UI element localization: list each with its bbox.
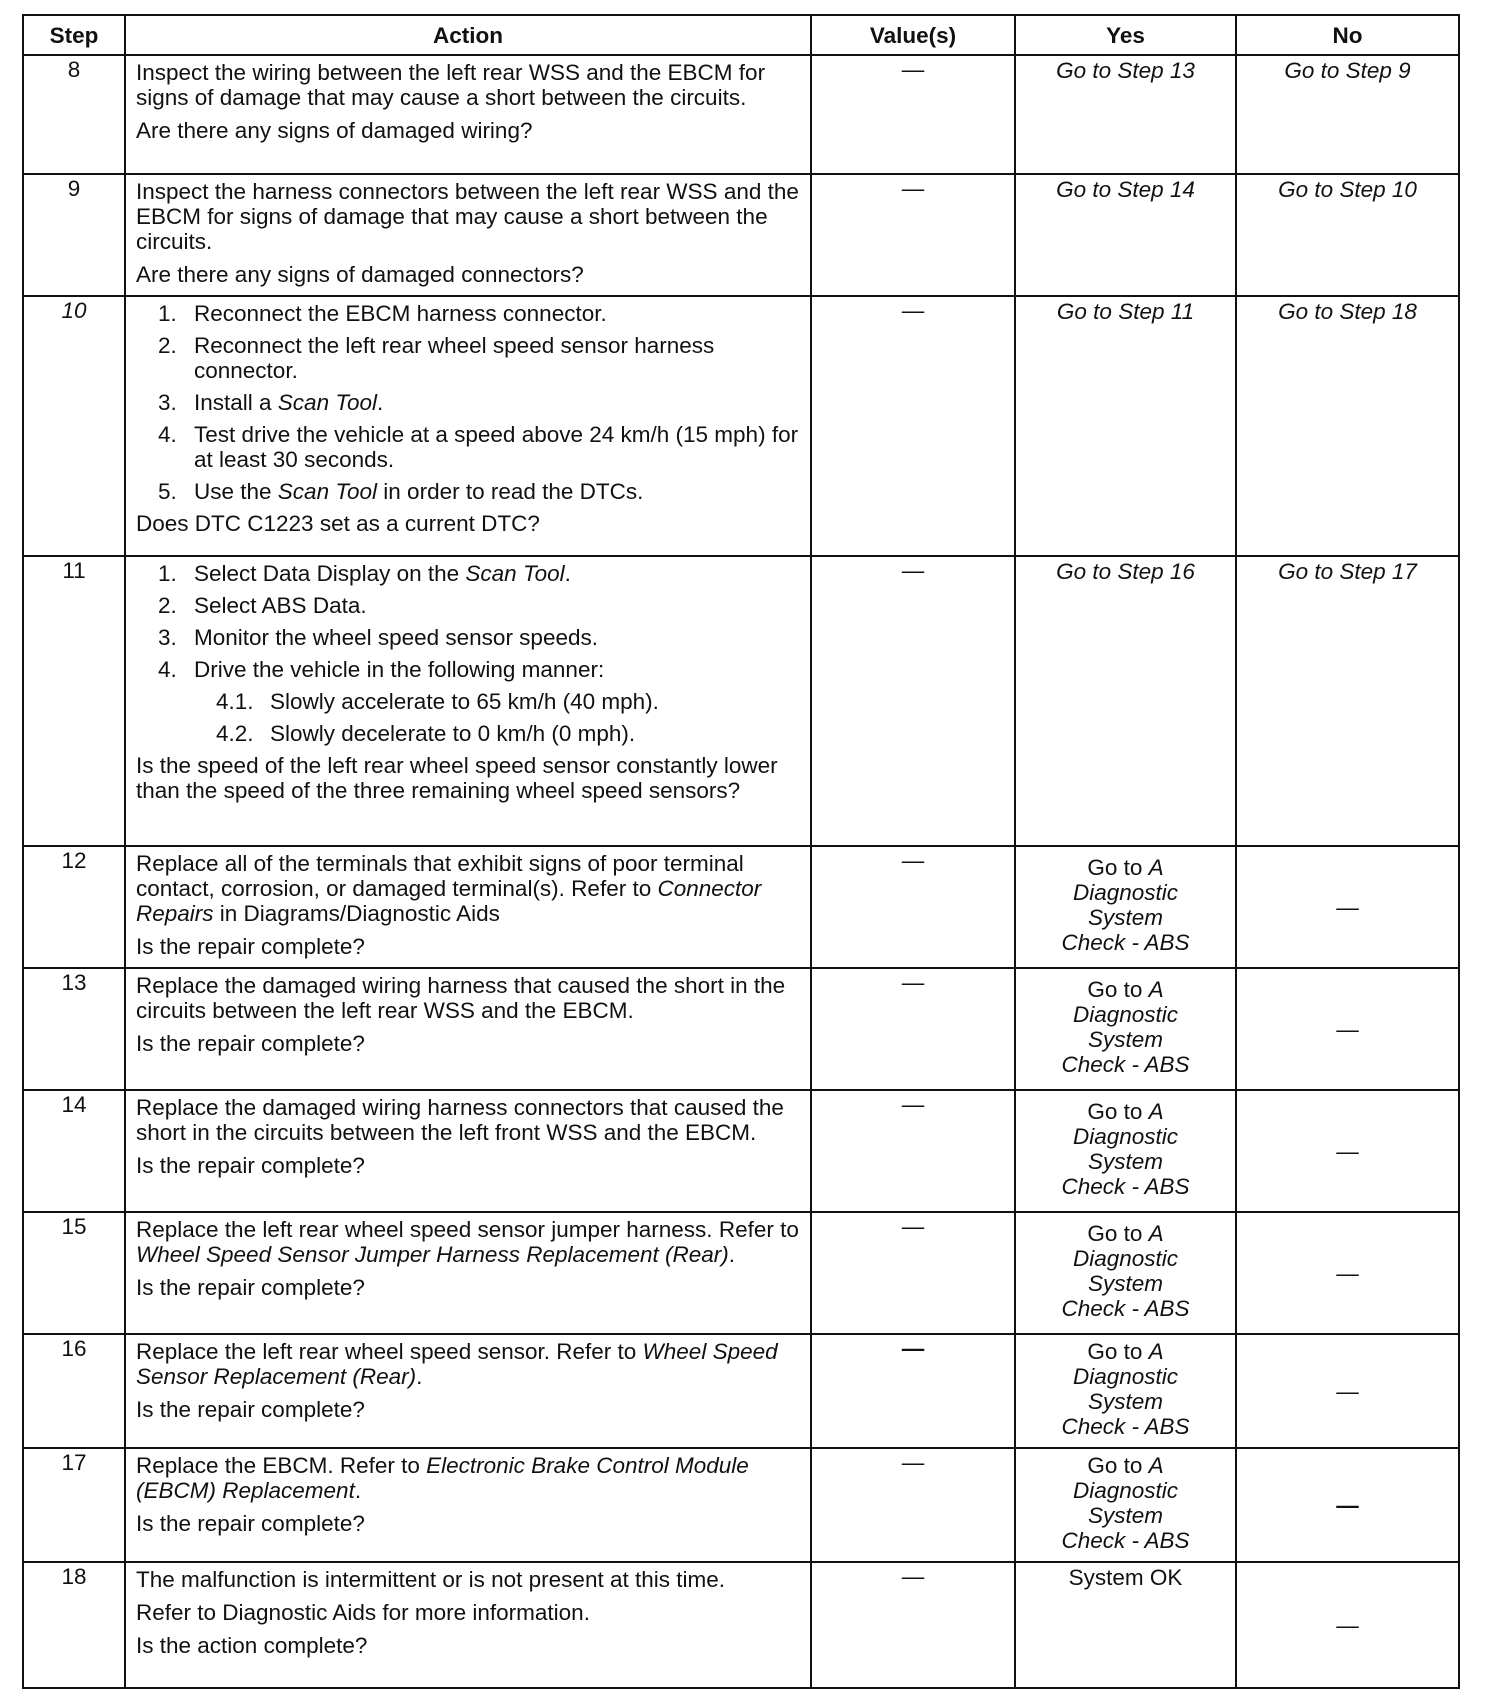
list-text: Reconnect the left rear wheel speed sensor harness connector. <box>194 333 715 383</box>
yes-a: A <box>1148 1339 1164 1364</box>
table-row <box>23 1562 1459 1688</box>
value-cell: — <box>811 174 1015 296</box>
diagnostic-table <box>22 14 1460 1689</box>
action-text-post: in Diagrams/Diagnostic Aids <box>213 901 500 926</box>
action-text <box>136 851 802 926</box>
yes-cell: Go to Step 14 <box>1015 174 1236 296</box>
action-text <box>136 1217 802 1267</box>
yes-go-to: Go to <box>1087 1339 1143 1364</box>
action-cell <box>125 1090 811 1212</box>
list-text: Slowly accelerate to 65 km/h (40 mph). <box>270 689 659 714</box>
value-cell: — <box>811 1334 1015 1448</box>
action-question: Is the repair complete? <box>136 1275 365 1300</box>
list-item <box>136 561 802 586</box>
table-row <box>23 556 1459 846</box>
table-header-row <box>23 15 1459 55</box>
yes-diagnostic: Diagnostic <box>1072 1002 1179 1027</box>
action-question: Is the repair complete? <box>136 1031 365 1056</box>
action-question: Is the repair complete? <box>136 1397 365 1422</box>
yes-cell <box>1015 1448 1236 1562</box>
list-text: Slowly decelerate to 0 km/h (0 mph). <box>270 721 636 746</box>
list-number: 4.2. <box>216 721 254 746</box>
list-text-post: in order to read the DTCs. <box>377 479 644 504</box>
action-text-2: Refer to Diagnostic Aids for more information. <box>136 1600 590 1625</box>
action-cell <box>125 1562 811 1688</box>
no-cell: — <box>1236 846 1459 968</box>
action-text-pre: Replace all of the terminals that exhibit signs of poor terminal contact, corrosion, or damaged terminal(s). Refer to <box>136 851 744 901</box>
step-number: 10 <box>23 296 125 556</box>
no-cell: Go to Step 9 <box>1236 55 1459 174</box>
yes-line <box>1020 1221 1231 1246</box>
list-item <box>136 479 802 504</box>
value-cell: — <box>811 1448 1015 1562</box>
action-text: Inspect the wiring between the left rear WSS and the EBCM for signs of damage that may cause a short between the circuits. <box>136 60 766 110</box>
action-text-ref: Electronic Brake Control Module (EBCM) Replacement <box>136 1453 749 1503</box>
yes-a: A <box>1148 1453 1164 1478</box>
action-text-pre: Replace the left rear wheel speed sensor jumper harness. Refer to <box>136 1217 799 1242</box>
table-row <box>23 55 1459 174</box>
action-question: Is the repair complete? <box>136 934 365 959</box>
list-text-post: . <box>377 390 384 415</box>
no-cell: — <box>1236 968 1459 1090</box>
action-question: Is the action complete? <box>136 1633 368 1658</box>
value-cell: — <box>811 1562 1015 1688</box>
list-item <box>136 657 802 682</box>
yes-check: Check - ABS <box>1061 1052 1190 1077</box>
yes-go-to: Go to <box>1087 977 1143 1002</box>
header-no: No <box>1236 15 1459 55</box>
action-text-post: . <box>354 1478 362 1503</box>
step-number: 8 <box>23 55 125 174</box>
action-text-pre: Replace the left rear wheel speed sensor. Refer to <box>136 1339 643 1364</box>
list-number: 4. <box>158 422 177 447</box>
yes-line <box>1020 855 1231 880</box>
yes-cell <box>1015 968 1236 1090</box>
step-number: 18 <box>23 1562 125 1688</box>
yes-line <box>1020 1099 1231 1124</box>
table-row <box>23 296 1459 556</box>
no-cell: — <box>1236 1448 1459 1562</box>
yes-cell <box>1015 1090 1236 1212</box>
yes-a: A <box>1148 1221 1164 1246</box>
action-question: Is the repair complete? <box>136 1511 365 1536</box>
list-text-pre: Use the <box>194 479 278 504</box>
action-text-post: . <box>416 1364 423 1389</box>
yes-go-to: Go to <box>1087 1221 1143 1246</box>
yes-diagnostic: Diagnostic <box>1072 1246 1179 1271</box>
value-cell: — <box>811 1090 1015 1212</box>
action-text-ref: Wheel Speed Sensor Replacement (Rear) <box>136 1339 778 1389</box>
yes-check: Check - ABS <box>1061 1296 1190 1321</box>
no-cell: Go to Step 10 <box>1236 174 1459 296</box>
yes-system: System <box>1087 1503 1163 1528</box>
no-cell: Go to Step 18 <box>1236 296 1459 556</box>
no-cell: — <box>1236 1334 1459 1448</box>
value-cell: — <box>811 968 1015 1090</box>
list-subitem <box>136 721 802 746</box>
action-text <box>136 1339 802 1389</box>
action-question: Are there any signs of damaged connectors? <box>136 262 584 287</box>
list-text-post: . <box>564 561 571 586</box>
yes-check: Check - ABS <box>1061 1414 1190 1439</box>
list-text-ref: Scan Tool <box>277 479 378 504</box>
action-cell <box>125 1212 811 1334</box>
yes-system: System <box>1087 1149 1163 1174</box>
step-number: 11 <box>23 556 125 846</box>
action-question: Is the speed of the left rear wheel speed sensor constantly lower than the speed of the three remaining wheel speed sensors? <box>136 753 778 803</box>
list-text-ref: Scan Tool <box>277 390 378 415</box>
step-number: 16 <box>23 1334 125 1448</box>
yes-system: System <box>1087 905 1163 930</box>
action-text-pre: Replace the EBCM. Refer to <box>136 1453 427 1478</box>
diagnostic-document <box>22 14 1458 1689</box>
no-cell: — <box>1236 1212 1459 1334</box>
list-number: 5. <box>158 479 177 504</box>
yes-diagnostic: Diagnostic <box>1072 880 1179 905</box>
yes-a: A <box>1148 1099 1164 1124</box>
header-yes: Yes <box>1015 15 1236 55</box>
list-number: 2. <box>158 593 177 618</box>
list-text-pre: Install a <box>194 390 278 415</box>
list-text: Test drive the vehicle at a speed above 24 km/h (15 mph) for at least 30 seconds. <box>194 422 799 472</box>
action-cell <box>125 174 811 296</box>
list-number: 4.1. <box>216 689 254 714</box>
yes-go-to: Go to <box>1087 1453 1143 1478</box>
yes-check: Check - ABS <box>1061 1528 1190 1553</box>
action-cell <box>125 968 811 1090</box>
no-cell: — <box>1236 1562 1459 1688</box>
action-cell <box>125 296 811 556</box>
yes-a: A <box>1148 977 1164 1002</box>
value-cell: — <box>811 296 1015 556</box>
list-number: 3. <box>158 390 177 415</box>
table-row <box>23 846 1459 968</box>
yes-a: A <box>1148 855 1164 880</box>
list-text: Drive the vehicle in the following manner: <box>194 657 605 682</box>
yes-system: System <box>1087 1389 1163 1414</box>
yes-go-to: Go to <box>1087 1099 1143 1124</box>
table-row <box>23 1090 1459 1212</box>
action-cell <box>125 1448 811 1562</box>
list-text: Select ABS Data. <box>194 593 367 618</box>
numbered-list <box>136 561 802 746</box>
action-text-ref: Connector Repairs <box>136 876 762 926</box>
header-values: Value(s) <box>811 15 1015 55</box>
step-number: 17 <box>23 1448 125 1562</box>
action-text: Inspect the harness connectors between the left rear WSS and the EBCM for signs of damage that may cause a short between the circuits. <box>136 179 799 254</box>
yes-cell: Go to Step 11 <box>1015 296 1236 556</box>
list-item <box>136 422 802 472</box>
value-cell: — <box>811 1212 1015 1334</box>
table-row <box>23 174 1459 296</box>
header-action: Action <box>125 15 811 55</box>
action-text: The malfunction is intermittent or is not present at this time. <box>136 1567 725 1592</box>
action-question: Is the repair complete? <box>136 1153 365 1178</box>
yes-diagnostic: Diagnostic <box>1072 1124 1179 1149</box>
yes-cell: Go to Step 16 <box>1015 556 1236 846</box>
yes-diagnostic: Diagnostic <box>1072 1478 1179 1503</box>
action-cell <box>125 556 811 846</box>
action-text: Replace the damaged wiring harness that caused the short in the circuits between the left rear WSS and the EBCM. <box>136 973 786 1023</box>
yes-diagnostic: Diagnostic <box>1072 1364 1179 1389</box>
header-step: Step <box>23 15 125 55</box>
step-number: 13 <box>23 968 125 1090</box>
value-cell: — <box>811 846 1015 968</box>
table-row <box>23 1212 1459 1334</box>
yes-cell <box>1015 1334 1236 1448</box>
step-number: 14 <box>23 1090 125 1212</box>
list-item <box>136 333 802 383</box>
step-number: 15 <box>23 1212 125 1334</box>
list-number: 1. <box>158 561 177 586</box>
action-question: Are there any signs of damaged wiring? <box>136 118 533 143</box>
no-cell: Go to Step 17 <box>1236 556 1459 846</box>
list-item <box>136 593 802 618</box>
yes-system: System <box>1087 1271 1163 1296</box>
action-cell <box>125 1334 811 1448</box>
action-text <box>136 1453 802 1503</box>
yes-line <box>1020 1339 1231 1364</box>
list-subitem <box>136 689 802 714</box>
step-number: 12 <box>23 846 125 968</box>
list-item <box>136 301 802 326</box>
action-cell <box>125 55 811 174</box>
list-item <box>136 625 802 650</box>
table-row <box>23 968 1459 1090</box>
yes-go-to: Go to <box>1087 855 1143 880</box>
yes-line <box>1020 977 1231 1002</box>
action-question: Does DTC C1223 set as a current DTC? <box>136 511 540 536</box>
yes-check: Check - ABS <box>1061 1174 1190 1199</box>
no-cell: — <box>1236 1090 1459 1212</box>
list-text-ref: Scan Tool <box>465 561 565 586</box>
yes-cell <box>1015 846 1236 968</box>
value-cell: — <box>811 55 1015 174</box>
list-number: 1. <box>158 301 177 326</box>
list-text: Reconnect the EBCM harness connector. <box>194 301 607 326</box>
list-text: Monitor the wheel speed sensor speeds. <box>194 625 598 650</box>
table-row <box>23 1448 1459 1562</box>
step-number: 9 <box>23 174 125 296</box>
yes-line <box>1020 1453 1231 1478</box>
table-row <box>23 1334 1459 1448</box>
list-number: 2. <box>158 333 177 358</box>
value-cell: — <box>811 556 1015 846</box>
list-number: 3. <box>158 625 177 650</box>
yes-cell <box>1015 1212 1236 1334</box>
yes-check: Check - ABS <box>1061 930 1190 955</box>
action-text-post: . <box>728 1242 736 1267</box>
yes-cell: System OK <box>1015 1562 1236 1688</box>
action-text-ref: Wheel Speed Sensor Jumper Harness Replacement (Rear) <box>136 1242 729 1267</box>
action-cell <box>125 846 811 968</box>
numbered-list <box>136 301 802 504</box>
list-number: 4. <box>158 657 177 682</box>
action-text: Replace the damaged wiring harness connectors that caused the short in the circuits between the left front WSS and the EBCM. <box>136 1095 784 1145</box>
list-text-pre: Select Data Display on the <box>194 561 466 586</box>
yes-cell: Go to Step 13 <box>1015 55 1236 174</box>
list-item <box>136 390 802 415</box>
yes-system: System <box>1087 1027 1163 1052</box>
